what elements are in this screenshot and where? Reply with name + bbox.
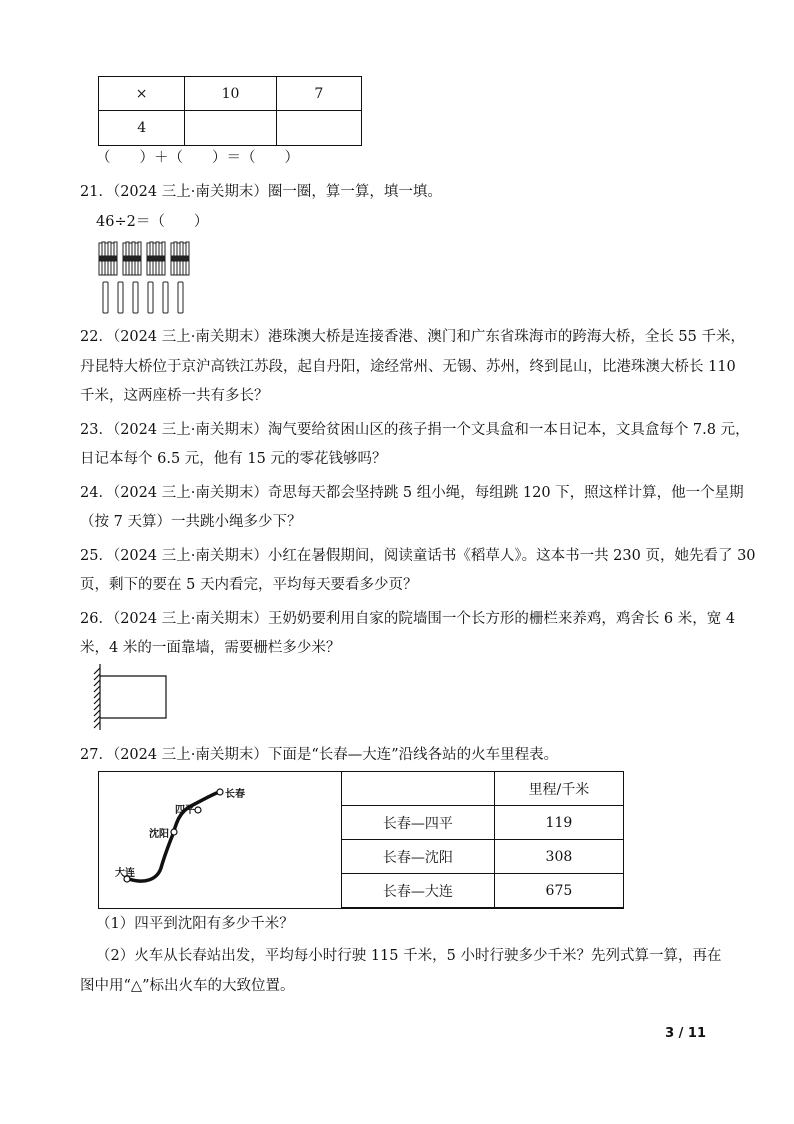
label-shenyang: 沈阳: [149, 829, 169, 840]
table-header-cell: [342, 772, 495, 806]
blank-equation: （ ）＋（ ）＝（ ）: [96, 150, 299, 166]
table-header-cell: ×: [99, 77, 185, 111]
multiplication-table: [98, 76, 362, 146]
table-header-cell: 7: [276, 77, 361, 111]
label-dalian: 大连: [115, 868, 135, 879]
page-number: 3 / 11: [665, 1026, 706, 1041]
table-header-cell: 10: [185, 77, 276, 111]
stick-icon: [133, 282, 138, 313]
question-26-line-2: 米，4 米的一面靠墙，需要栅栏多少米？: [80, 640, 341, 656]
question-25-line-2: 页，剩下的要在 5 天内看完，平均每天要看多少页？: [80, 577, 418, 593]
mileage-table: [341, 771, 624, 908]
question-22-line-3: 千米，这两座桥一共有多长？: [80, 388, 269, 404]
route-cell: 长春—沈阳: [342, 840, 495, 874]
bundle-icon: [99, 242, 117, 275]
table-header-cell: 里程/千米: [494, 772, 623, 806]
question-23-line-2: 日记本每个 6.5 元，他有 15 元的零花钱够吗？: [80, 451, 387, 467]
table-row: [342, 874, 624, 908]
bundle-icon: [171, 242, 189, 275]
question-22-line-1: 22．（2024 三上·南关期末）港珠澳大桥是连接香港、澳门和广东省珠海市的跨海大桥，全长 55 千米，: [80, 329, 745, 345]
question-24-line-1: 24．（2024 三上·南关期末）奇思每天都会坚持跳 5 组小绳，每组跳 120 下，照这样计算，他一个星期: [80, 485, 744, 501]
q27-sub-question-2-line-1: （2）火车从长春站出发，平均每小时行驶 115 千米，5 小时行驶多少千米？先列式算一算，再在: [96, 948, 722, 964]
table-cell: 4: [99, 111, 185, 146]
route-cell: 长春—大连: [342, 874, 495, 908]
stick-icon: [118, 282, 123, 313]
railway-box: [98, 771, 624, 909]
question-21: 21．（2024 三上·南关期末）圈一圈，算一算，填一填。: [80, 184, 442, 200]
station-changchun-icon: [217, 789, 223, 795]
stick-icon: [103, 282, 108, 313]
table-row: [342, 806, 624, 840]
stick-icon: [148, 282, 153, 313]
table-answer-cell: [276, 111, 361, 146]
question-27: 27．（2024 三上·南关期末）下面是“长春—大连”沿线各站的火车里程表。: [80, 747, 559, 763]
question-25-line-1: 25．（2024 三上·南关期末）小红在暑假期间，阅读童话书《稻草人》。这本书一共 230 页，她先看了 30: [80, 548, 756, 564]
question-24-line-2: （按 7 天算）一共跳小绳多少下？: [80, 514, 302, 530]
station-siping-icon: [195, 807, 201, 813]
railway-line: [129, 792, 219, 881]
label-changchun: 长春: [225, 789, 245, 800]
stick-icon: [178, 282, 183, 313]
stick-icon: [163, 282, 168, 313]
label-siping: 四平: [175, 805, 195, 816]
bundle-icon: [147, 242, 165, 275]
bundle-icon: [123, 242, 141, 275]
question-22-line-2: 丹昆特大桥位于京沪高铁江苏段，起自丹阳，途经常州、无锡、苏州，终到昆山，比港珠澳大桥长 110: [80, 359, 736, 375]
q27-sub-question-2-line-2: 图中用“△”标出火车的大致位置。: [80, 978, 295, 994]
q27-sub-question-1: （1）四平到沈阳有多少千米？: [96, 916, 294, 932]
km-cell: 119: [494, 806, 623, 840]
route-cell: 长春—四平: [342, 806, 495, 840]
railway-map: [99, 772, 341, 908]
station-shenyang-icon: [171, 829, 177, 835]
chicken-coop-diagram: [92, 662, 172, 732]
table-answer-cell: [185, 111, 276, 146]
km-cell: 675: [494, 874, 623, 908]
fence-outline: [100, 676, 166, 718]
table-row: [342, 840, 624, 874]
km-cell: 308: [494, 840, 623, 874]
sticks-bundles-image: [98, 240, 194, 314]
question-26-line-1: 26．（2024 三上·南关期末）王奶奶要利用自家的院墙围一个长方形的栅栏来养鸡，鸡舍长 6 米，宽 4: [80, 611, 736, 627]
question-23-line-1: 23．（2024 三上·南关期末）淘气要给贫困山区的孩子捐一个文具盒和一本日记本，文具盒每个 7.8 元，: [80, 422, 750, 438]
q21-expression: 46÷2＝（ ）: [96, 214, 209, 230]
